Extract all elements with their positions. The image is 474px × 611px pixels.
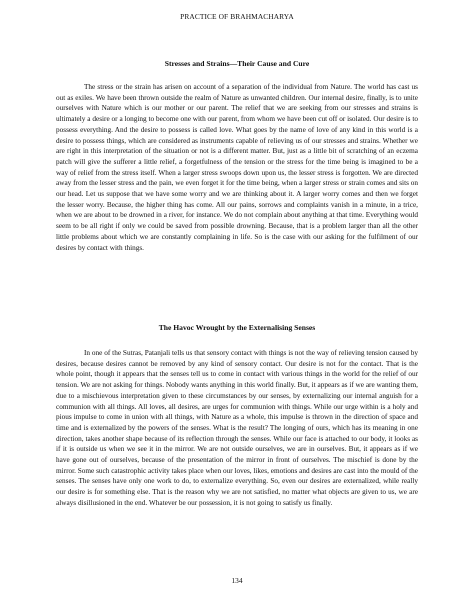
section-body-havoc: In one of the Sutras, Patanjali tells us that sensory contact with things is not the way of relieving tension caused by desires, because desires cannot be removed by any kind of sensory contact. Our desire is not for the contact. That is the whole point, though it appears that the senses tell us to come in contact with various things in the world for the relief of our tension. We are not asking for things. Nobody wants anything in this world finally. But, it appears as if we are wanting them, due to a mischievous interpretation given to these circumstances by our senses, by externalizing our internal anguish for a communion with all things. All loves, all desires, are urges for communion with things. While our urge within is a holy and pious impulse to come in union with all things, with Nature as a whole, this impulse is thrown in the direction of space and time and is externalized by the powers of the senses. What is the result? The longing of ours, which has its meaning in one direction, takes another shape because of its reflection through the senses. While our face is attached to our body, it looks as if it is outside us when we see it in the mirror. We are not outside ourselves, we are in ourselves. But, it appears as if we have gone out of ourselves, because of the presentation of the mirror in front of ourselves. The mischief is done by the mirror. Some such catastrophic activity takes place when our loves, likes, emotions and desires are cast into the mould of the senses. The senses have only one work to do, to externalize everything. So, even our desires are externalized, while really our desire is for something else. That is the reason why we are not satisfied, no matter what objects are given to us, we are always disillusioned in the end. Whatever be our possession, it is not going to satisfy us finally. [56, 349, 418, 507]
page-number: 134 [231, 576, 243, 585]
running-head: PRACTICE OF BRAHMACHARYA [180, 12, 294, 21]
section-body-stresses: The stress or the strain has arisen on account of a separation of the individual from Nature. The world has cast us out as exiles. We have been thrown outside the realm of Nature as unwanted children. Our internal desire, finally, is to unite ourselves with Nature which is our mother or our parent. The relief that we are seeking from our stresses and strains is ultimately a desire or a longing to become one with our parent, from whom we have been cut off or isolated. Our desire is to possess everything. And the desire to possess is called love. What goes by the name of love of any kind in this world is a desire to possess things, which are considered as instruments capable of relieving us of our stresses and strains. Whether we are right in this interpretation of the situation or not is a different matter. But, just as a little bit of scratching of an eczema patch will give the sufferer a little relief, a forgetfulness of the tension or the stress for the time being is imagined to be a way of relief from the stress itself. When a larger stress swoops down upon us, the lesser stress is forgotten. We are directed away from the lesser stress and the pain, we even forget it for the time being, when a larger stress or strain comes and sits on our head. Let us suppose that we have some worry and we are thinking about it. A larger worry comes and then we forget the lesser worry. Because, the higher thing has come. All our pains, sorrows and complaints vanish in a minute, in a trice, when we are about to be drowned in a river, for instance. We do not complain about anything at that time. Everything would seem to be all right if only we could be saved from possible drowning. Because, that is a problem larger than all the other little problems about which we are constantly complaining in life. So is the case with our asking for the fulfilment of our desires by contact with things. [56, 83, 418, 252]
section-title-stresses: Stresses and Strains—Their Cause and Cure [164, 59, 310, 68]
section-title-havoc: The Havoc Wrought by the Externalising Senses [158, 323, 316, 332]
